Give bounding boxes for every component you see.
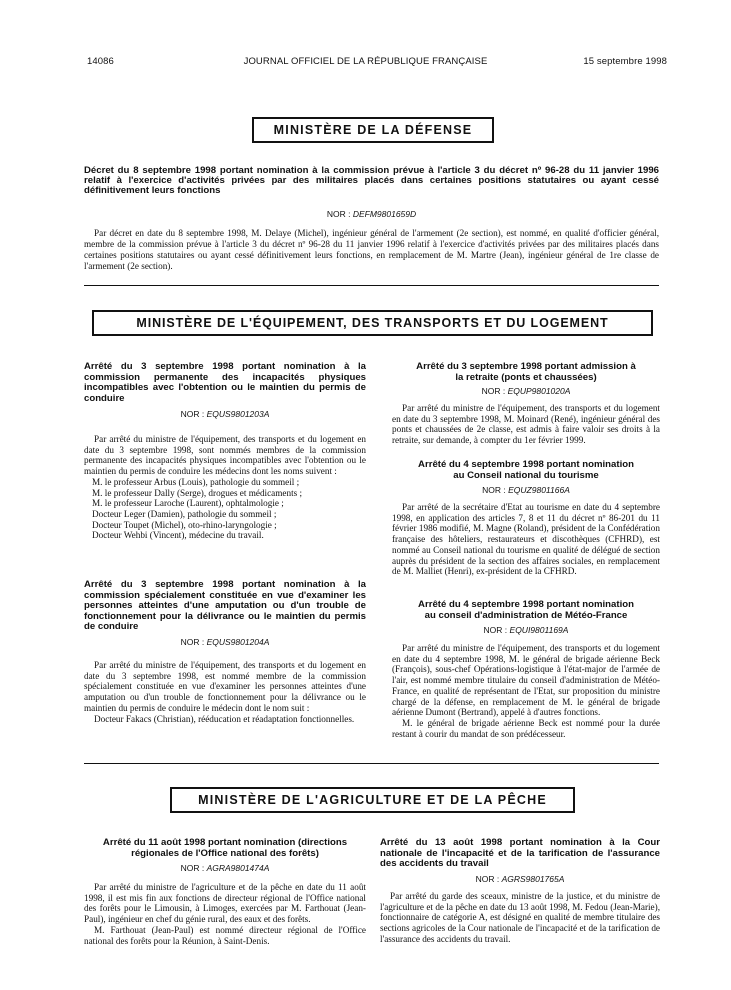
equipement-arrete-1-body <box>84 434 366 541</box>
list-item: Docteur Leger (Damien), pathologie du sommeil ; <box>92 508 277 519</box>
nor-code: EQUZ9801166A <box>508 485 570 495</box>
equipement-arrete-4-title: Arrêté du 4 septembre 1998 portant nomination au Conseil national du tourisme <box>418 459 634 481</box>
ministry-agriculture-heading <box>170 787 575 813</box>
agriculture-arrete-1-body <box>84 882 366 946</box>
nor-code: EQUS9801204A <box>206 637 270 647</box>
nor-label: NOR : <box>326 209 351 219</box>
nor-code: AGRS9801765A <box>501 874 565 884</box>
equipement-arrete-3-nor <box>392 386 660 396</box>
list-item: M. le professeur Arbus (Louis), pathologie du sommeil ; <box>92 476 300 487</box>
nor-code: AGRA9801474A <box>206 863 270 873</box>
nor-label: NOR : <box>180 409 205 419</box>
list-item: Docteur Toupet (Michel), oto-rhino-laryngologie ; <box>92 519 277 530</box>
defense-decree-body <box>84 228 659 272</box>
defense-decree-nor <box>84 209 659 219</box>
paragraph: Par décret en date du 8 septembre 1998, M. Delaye (Michel), ingénieur général de l'armement (2e section), est nommé, en qualité d'officier général, membre de la commission prévue à l'article 3 du décret nº 96-28 du 11 janvier 1996 relatif à l'exercice d'activités privées par des militaires placés dans certaines positions statutaires ou ayant cessé définitivement leurs fonctions, en remplacement de M. Martre (Jean), ingénieur général de 1re classe de l'armement (2e section). <box>84 228 659 271</box>
agriculture-arrete-1-nor <box>84 863 366 873</box>
paragraph: Par arrêté du ministre de l'équipement, des transports et du logement en date du 4 septembre 1998, M. le général de brigade aérienne Beck (François), sous-chef Opérations-logistique à l'état-major de l'armée de l'air, est nommé membre titulaire du conseil d'administration de Météo-France, en qualité de représentant de l'Etat, sur proposition du ministre chargé de la défense, en remplacement de M. le général de brigade aérienne Dumont (Bertrand), appelé à d'autres fonctions. <box>392 643 660 718</box>
section-rule <box>84 285 659 286</box>
agriculture-arrete-2-title: Arrêté du 13 août 1998 portant nomination à la Cour nationale de l'incapacité et de la tarification de l'assurance des accidents du travail <box>380 837 660 869</box>
equipement-arrete-2-nor <box>84 637 366 647</box>
nor-code: EQUP9801020A <box>507 386 571 396</box>
agriculture-arrete-2-nor <box>380 874 660 884</box>
agriculture-arrete-1-title: Arrêté du 11 août 1998 portant nomination (directions régionales de l'Office national des forêts) <box>102 837 348 859</box>
defense-decree-title: Décret du 8 septembre 1998 portant nomination à la commission prévue à l'article 3 du décret nº 96-28 du 11 janvier 1996 relatif à l'exercice d'activités privées par des militaires placés dans certaines positions statutaires ou ayant cessé définitivement leurs fonctions <box>84 165 659 196</box>
paragraph: Par arrêté du ministre de l'agriculture et de la pêche en date du 11 août 1998, il est mis fin aux fonctions de directeur régional de l'Office national des forêts pour le Limousin, à Limoges, exercées par M. Farthouat (Jean-Paul), ingénieur en chef du génie rural, des eaux et des forêts. <box>84 882 366 925</box>
ministry-equipement-heading <box>92 310 653 336</box>
section-rule <box>84 763 659 764</box>
nor-label: NOR : <box>180 637 205 647</box>
paragraph: Par arrêté du ministre de l'équipement, des transports et du logement en date du 3 septembre 1998, M. Moinard (René), ingénieur général des ponts et chaussées de 2e classe, est admis à faire valoir ses droits à la retraite, sur demande, à compter du 1er février 1999. <box>392 403 660 446</box>
ministry-equipement-label: MINISTÈRE DE L'ÉQUIPEMENT, DES TRANSPORTS ET DU LOGEMENT <box>136 316 609 330</box>
journal-title: JOURNAL OFFICIEL DE LA RÉPUBLIQUE FRANÇAISE <box>243 56 488 67</box>
paragraph: Par arrêté du garde des sceaux, ministre de la justice, et du ministre de l'agriculture et de la pêche en date du 13 août 1998, M. Fedou (Jean-Marie), fonctionnaire de catégorie A, est désigné en qualité de membre titulaire des sections agricoles de la Cour nationale de l'incapacité et de la tarification de l'assurance des accidents du travail. <box>380 891 660 944</box>
equipement-arrete-5-body <box>392 643 660 739</box>
equipement-arrete-5-title: Arrêté du 4 septembre 1998 portant nomination au conseil d'administration de Météo-France <box>418 599 634 621</box>
equipement-arrete-5-nor <box>392 625 660 635</box>
list-item: Docteur Wehbi (Vincent), médecine du travail. <box>92 530 264 541</box>
nor-code: EQUI9801169A <box>509 625 569 635</box>
paragraph: Docteur Fakacs (Christian), rééducation et réadaptation fonctionnelles. <box>94 713 355 724</box>
paragraph: M. le général de brigade aérienne Beck est nommé pour la durée restant à courir du mandat de son prédécesseur. <box>392 717 660 739</box>
ministry-agriculture-label: MINISTÈRE DE L'AGRICULTURE ET DE LA PÊCHE <box>198 793 547 807</box>
member-list <box>84 477 366 541</box>
equipement-arrete-2-title: Arrêté du 3 septembre 1998 portant nomination à la commission spécialement constituée en vue d'examiner les personnes atteintes d'une amputation ou d'un trouble de fonctionnement pour la délivrance ou le maintien du permis de conduire <box>84 579 366 632</box>
ministry-defense-heading <box>252 117 494 143</box>
equipement-arrete-3-title: Arrêté du 3 septembre 1998 portant admission à la retraite (ponts et chaussées) <box>416 361 636 383</box>
paragraph: M. Farthouat (Jean-Paul) est nommé directeur régional de l'Office national des forêts pour la Réunion, à Saint-Denis. <box>84 924 366 946</box>
issue-date: 15 septembre 1998 <box>583 56 667 67</box>
nor-code: EQUS9801203A <box>206 409 270 419</box>
page-number: 14086 <box>87 56 114 67</box>
agriculture-arrete-2-body <box>380 891 660 945</box>
equipement-arrete-1-title: Arrêté du 3 septembre 1998 portant nomination à la commission permanente des incapacités physiques incompatibles avec l'obtention ou le maintien du permis de conduire <box>84 361 366 404</box>
equipement-arrete-1-nor <box>84 409 366 419</box>
nor-label: NOR : <box>481 386 506 396</box>
paragraph: Par arrêté du ministre de l'équipement, des transports et du logement en date du 3 septembre 1998, sont nommés membres de la commission permanente des incapacités physiques incompatibles avec l'obtention ou le maintien du permis de conduire les médecins dont les noms suivent : <box>84 434 366 477</box>
ministry-defense-label: MINISTÈRE DE LA DÉFENSE <box>273 123 473 137</box>
equipement-arrete-4-body <box>392 502 660 577</box>
nor-code: DEFM9801659D <box>352 209 417 219</box>
paragraph: Par arrêté de la secrétaire d'Etat au tourisme en date du 4 septembre 1998, en application des articles 7, 8 et 11 du décret nº 86-201 du 11 février 1986 modifié, M. Magne (Roland), président de la Confédération française des hôteliers, restaurateurs et discothèques (CFHRD), est nommé au Conseil national du tourisme en qualité de délégué de section auprès du président de la section des affaires sociales, en remplacement de M. Malliet (Henri), ex-président de la CFHRD. <box>392 502 660 577</box>
nor-label: NOR : <box>475 874 500 884</box>
list-item: M. le professeur Dally (Serge), drogues et médicaments ; <box>92 487 303 498</box>
nor-label: NOR : <box>483 625 508 635</box>
equipement-arrete-3-body <box>392 403 660 446</box>
equipement-arrete-4-nor <box>392 485 660 495</box>
nor-label: NOR : <box>180 863 205 873</box>
nor-label: NOR : <box>482 485 506 495</box>
equipement-arrete-2-body <box>84 660 366 724</box>
paragraph: Par arrêté du ministre de l'équipement, des transports et du logement en date du 3 septembre 1998, est nommé membre de la commission spécialement constituée en vue d'examiner les personnes atteintes d'une amputation ou d'un trouble de fonctionnement pour la délivrance ou le maintien du permis de conduire le médecin dont le nom suit : <box>84 660 366 713</box>
list-item: M. le professeur Laroche (Laurent), ophtalmologie ; <box>92 498 284 509</box>
